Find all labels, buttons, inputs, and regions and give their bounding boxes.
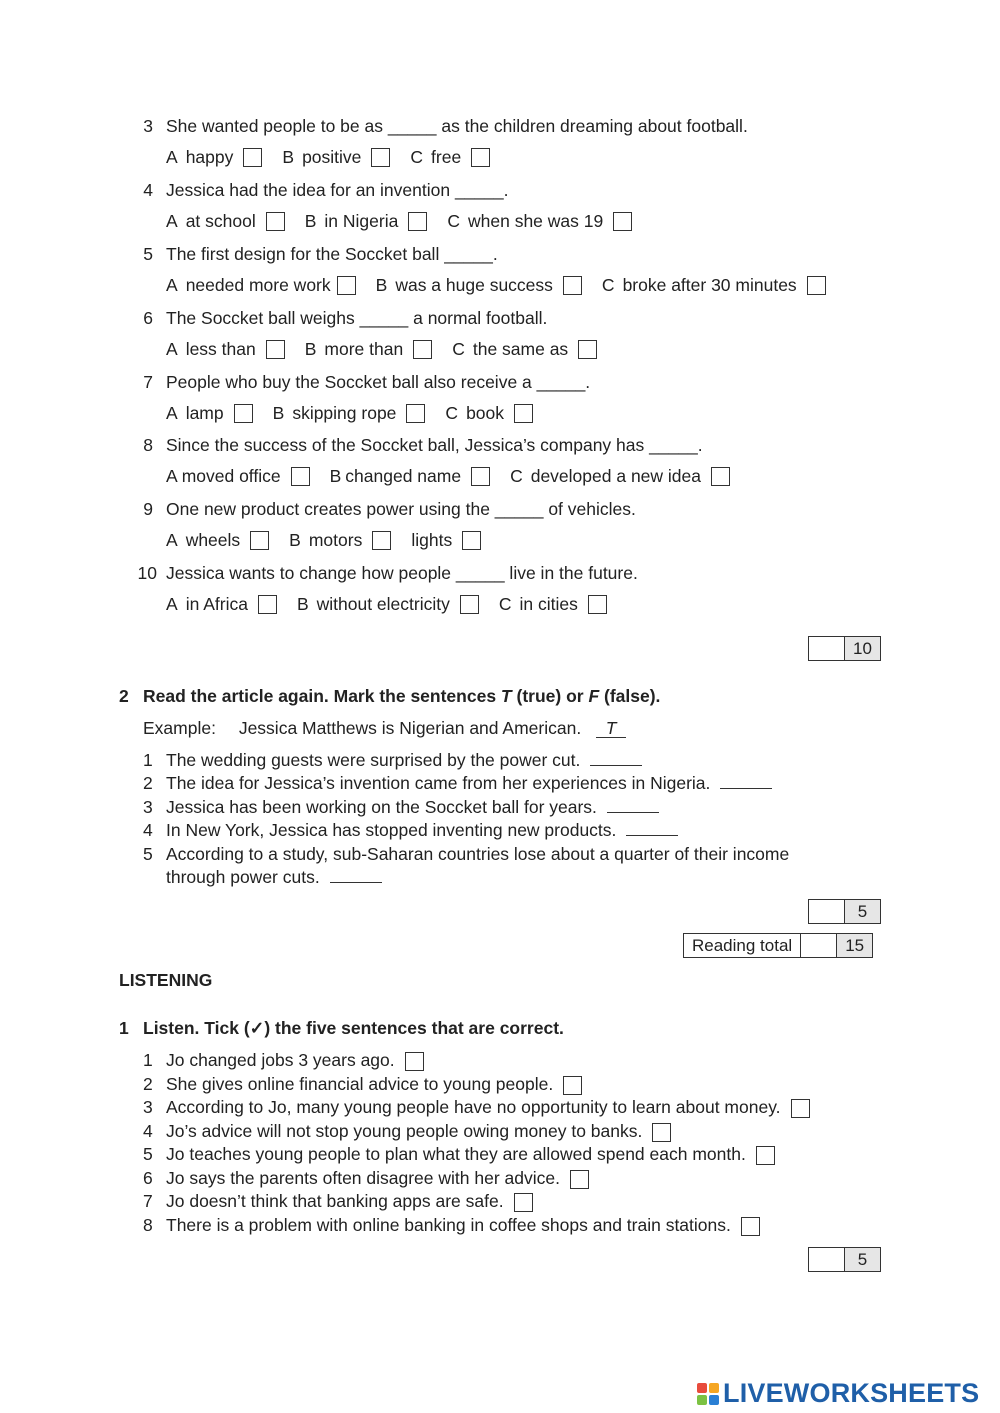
option-c-checkbox[interactable] (807, 276, 826, 295)
answer-options (166, 147, 510, 168)
tf-item: 1 The wedding guests were surprised by the power cut. (143, 750, 642, 771)
option-a: A happy (166, 147, 234, 167)
tick-checkbox[interactable] (563, 1076, 582, 1095)
listening-item: 2 She gives online financial advice to young people. (143, 1074, 582, 1095)
logo-icon (697, 1383, 719, 1405)
option-c-checkbox[interactable] (514, 404, 533, 423)
option-a: A in Africa (166, 594, 248, 614)
option-a-checkbox[interactable] (337, 276, 356, 295)
option-c-checkbox[interactable] (462, 531, 481, 550)
option-b: B was a huge success (375, 275, 553, 295)
listening-item: 5 Jo teaches young people to plan what they are allowed spend each month. (143, 1144, 775, 1165)
option-a-checkbox[interactable] (243, 148, 262, 167)
listening-item: 3 According to Jo, many young people have no opportunity to learn about money. (143, 1097, 810, 1118)
answer-options (166, 403, 553, 424)
answer-blank[interactable] (590, 752, 642, 766)
question-text: One new product creates power using the _____ of vehicles. (166, 499, 636, 519)
reading-total-max: 15 (837, 934, 872, 957)
tick-checkbox[interactable] (514, 1193, 533, 1212)
answer-options (166, 211, 652, 232)
question-number: 7 (143, 372, 153, 392)
option-b-checkbox[interactable] (372, 531, 391, 550)
tick-checkbox[interactable] (756, 1146, 775, 1165)
option-b: B skipping rope (272, 403, 397, 423)
section-2-heading: 2 Read the article again. Mark the sentences T (true) or F (false). (119, 686, 661, 706)
answer-options (166, 466, 750, 487)
tf-item: 4 In New York, Jessica has stopped inventing new products. (143, 820, 678, 841)
option-c: lights (411, 530, 453, 550)
option-c: C in cities (498, 594, 578, 614)
question-text: People who buy the Soccket ball also receive a _____. (166, 372, 591, 392)
score-max: 5 (845, 900, 880, 923)
question-text: Since the success of the Soccket ball, Jessica’s company has _____. (166, 435, 703, 455)
listening-item: 6 Jo says the parents often disagree with her advice. (143, 1168, 589, 1189)
option-a: A wheels (166, 530, 241, 550)
question-number: 10 (137, 563, 157, 583)
option-c-checkbox[interactable] (711, 467, 730, 486)
option-b-checkbox[interactable] (413, 340, 432, 359)
option-b-checkbox[interactable] (460, 595, 479, 614)
question-text: She wanted people to be as _____ as the children dreaming about football. (166, 116, 748, 136)
option-b-checkbox[interactable] (406, 404, 425, 423)
score-box (808, 636, 881, 661)
score-max: 5 (845, 1248, 880, 1271)
question-number: 8 (143, 435, 153, 455)
option-a: A moved office (166, 466, 281, 486)
answer-options (166, 275, 846, 296)
option-c-checkbox[interactable] (578, 340, 597, 359)
option-b-checkbox[interactable] (471, 467, 490, 486)
answer-options (166, 594, 627, 615)
option-b: B more than (304, 339, 404, 359)
answer-blank[interactable] (720, 775, 772, 789)
question-number: 4 (143, 180, 153, 200)
option-b: B motors (289, 530, 363, 550)
option-a-checkbox[interactable] (258, 595, 277, 614)
option-a: A less than (166, 339, 256, 359)
answer-options (166, 530, 501, 551)
listening-task-heading: 1 Listen. Tick (✓) the five sentences that are correct. (119, 1018, 564, 1038)
example-line (143, 718, 626, 739)
score-input[interactable] (809, 637, 845, 660)
option-a-checkbox[interactable] (266, 212, 285, 231)
example-answer: T (596, 720, 626, 738)
option-c-checkbox[interactable] (471, 148, 490, 167)
answer-options (166, 339, 617, 360)
listening-item: 7 Jo doesn’t think that banking apps are safe. (143, 1191, 533, 1212)
option-a-checkbox[interactable] (291, 467, 310, 486)
score-box (808, 899, 881, 924)
check-icon: ✓ (249, 1018, 265, 1038)
option-c-checkbox[interactable] (588, 595, 607, 614)
question-text: The first design for the Soccket ball _____. (166, 244, 498, 264)
question-number: 5 (143, 244, 153, 264)
question-number: 6 (143, 308, 153, 328)
example-text: Jessica Matthews is Nigerian and American. (238, 718, 582, 738)
listening-item: 4 Jo’s advice will not stop young people owing money to banks. (143, 1121, 671, 1142)
option-b: B without electricity (296, 594, 450, 614)
option-b-checkbox[interactable] (371, 148, 390, 167)
listening-heading: LISTENING (119, 970, 213, 990)
option-b-checkbox[interactable] (408, 212, 427, 231)
score-input[interactable] (809, 1248, 845, 1271)
score-max: 10 (845, 637, 880, 660)
score-box (808, 1247, 881, 1272)
question-text: The Soccket ball weighs _____ a normal football. (166, 308, 548, 328)
option-c: C when she was 19 (447, 211, 604, 231)
option-a: A lamp (166, 403, 224, 423)
tf-item: 3 Jessica has been working on the Soccket ball for years. (143, 797, 659, 818)
tf-item: 2 The idea for Jessica’s invention came from her experiences in Nigeria. (143, 773, 772, 794)
option-a-checkbox[interactable] (250, 531, 269, 550)
tf-item-continuation: through power cuts. (166, 867, 382, 888)
question-text: Jessica wants to change how people _____ live in the future. (166, 563, 638, 583)
question-number: 3 (143, 116, 153, 136)
question-text: Jessica had the idea for an invention _____. (166, 180, 509, 200)
question-number: 9 (143, 499, 153, 519)
tick-checkbox[interactable] (652, 1123, 671, 1142)
tf-item: 5 According to a study, sub-Saharan countries lose about a quarter of their income (143, 844, 790, 864)
score-input[interactable] (809, 900, 845, 923)
tick-checkbox[interactable] (791, 1099, 810, 1118)
option-b-checkbox[interactable] (563, 276, 582, 295)
example-label: Example: (143, 718, 216, 738)
option-b: B in Nigeria (304, 211, 399, 231)
answer-blank[interactable] (330, 869, 382, 883)
option-a-checkbox[interactable] (234, 404, 253, 423)
reading-total-input[interactable] (801, 934, 837, 957)
option-a: A at school (166, 211, 256, 231)
option-b: B changed name (329, 466, 462, 486)
option-a-checkbox[interactable] (266, 340, 285, 359)
option-c: C the same as (452, 339, 569, 359)
tick-checkbox[interactable] (570, 1170, 589, 1189)
tick-checkbox[interactable] (405, 1052, 424, 1071)
option-c: C broke after 30 minutes (601, 275, 797, 295)
listening-item: 1 Jo changed jobs 3 years ago. (143, 1050, 424, 1071)
listening-item: 8 There is a problem with online banking in coffee shops and train stations. (143, 1215, 760, 1236)
reading-total-box (683, 933, 873, 958)
option-c-checkbox[interactable] (613, 212, 632, 231)
option-c: C free (410, 147, 462, 167)
option-b: B positive (282, 147, 362, 167)
tick-checkbox[interactable] (741, 1217, 760, 1236)
answer-blank[interactable] (626, 822, 678, 836)
answer-blank[interactable] (607, 799, 659, 813)
logo-text: LIVEWORKSHEETS (723, 1378, 980, 1408)
option-c: C developed a new idea (510, 466, 701, 486)
liveworksheets-logo (697, 1378, 979, 1409)
option-c: C book (445, 403, 505, 423)
reading-total-label: Reading total (684, 934, 801, 957)
option-a: A needed more work (166, 275, 331, 295)
